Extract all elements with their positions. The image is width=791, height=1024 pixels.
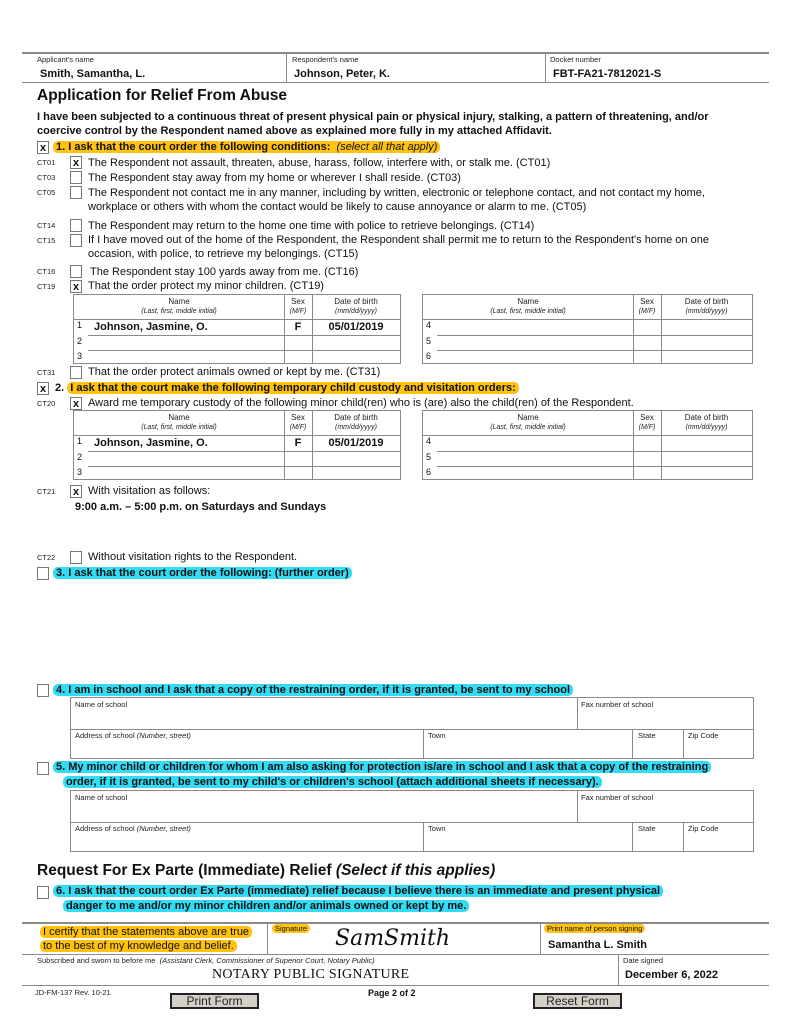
section1-label: 1. I ask that the court order the following conditions:	[56, 141, 331, 153]
ct05-label-line2: workplace or others with whom the contact would be likely to cause annoyance or alarm to me. (CT05)	[88, 201, 587, 213]
signature-field[interactable]: SamSmith	[335, 926, 451, 951]
col-subheader-dob: (mm/dd/yyyy)	[685, 308, 728, 315]
school-town-label: Town	[428, 731, 446, 740]
row-number: 1	[77, 436, 83, 446]
row-number: 2	[77, 336, 83, 346]
section5-school-town-field[interactable]	[424, 832, 632, 852]
ct21-label: With visitation as follows:	[88, 485, 211, 497]
ct31-label: That the order protect animals owned or kept by me. (CT31)	[88, 366, 381, 378]
section1-heading	[53, 140, 440, 154]
ct05-checkbox[interactable]	[70, 186, 82, 199]
row-number: 6	[426, 467, 432, 477]
row-divider	[423, 435, 752, 436]
ct16-label: The Respondent stay 100 yards away from me. (CT16)	[90, 266, 359, 278]
ex-parte-heading	[37, 862, 495, 880]
section3-heading	[53, 566, 352, 580]
school-name-label: Name of school	[75, 793, 128, 802]
section2-number: 2.	[55, 382, 65, 394]
header-divider	[286, 53, 287, 82]
row-divider	[88, 335, 400, 336]
date-signed-field[interactable]: December 6, 2022	[625, 969, 718, 981]
date-signed-label: Date signed	[623, 956, 664, 965]
row-divider	[423, 319, 752, 320]
ct19-child-1-sex-field[interactable]: F	[294, 321, 302, 333]
intro-text-line2: coercive control by the Respondent named above as explained more fully in my attached Affidavit.	[37, 125, 552, 137]
section4-school-fax-field[interactable]	[578, 708, 754, 728]
section5-school-table	[70, 790, 754, 852]
section4-school-town-field[interactable]	[424, 739, 632, 759]
section2-checkbox[interactable]: x	[37, 382, 49, 395]
row-divider	[88, 466, 400, 467]
section4-school-state-field[interactable]	[633, 739, 683, 759]
section5-label-line1: 5. My minor child or children for whom I am also asking for protection is/are in school and I ask that a copy of the restraining	[53, 761, 711, 773]
ct19-child-1-name-field[interactable]: Johnson, Jasmine, O.	[94, 321, 208, 333]
school-zip-label: Zip Code	[688, 731, 719, 740]
col-header-sex: Sex	[640, 297, 654, 306]
code-ct21: CT21	[37, 487, 56, 496]
col-header-dob: Date of birth	[684, 297, 729, 306]
header-bottom-rule	[22, 82, 769, 83]
row-divider	[71, 729, 753, 730]
school-fax-label: Fax number of school	[581, 700, 654, 709]
ct15-label-line1: If I have moved out of the home of the Respondent, the Respondent shall permit me to return to the Respondent's home on one	[88, 234, 709, 246]
section5-checkbox[interactable]	[37, 762, 49, 775]
row-number: 6	[426, 351, 432, 361]
signature-mid-rule	[22, 954, 769, 955]
section5-school-state-field[interactable]	[633, 832, 683, 852]
ct20-child-1-name-field[interactable]: Johnson, Jasmine, O.	[94, 437, 208, 449]
section5-heading-line1	[53, 760, 711, 774]
section4-label: 4. I am in school and I ask that a copy of the restraining order, if it is granted, be sent to my school	[53, 684, 573, 696]
col-subheader-sex: (M/F)	[638, 308, 656, 315]
row-divider	[71, 822, 753, 823]
col-subheader-sex: (M/F)	[638, 424, 656, 431]
header-divider	[545, 53, 546, 82]
school-zip-label: Zip Code	[688, 824, 719, 833]
row-number: 4	[426, 320, 432, 330]
col-subheader-dob: (mm/dd/yyyy)	[335, 308, 377, 315]
ct15-label-line2: occasion, with police, to retrieve my belongings. (CT15)	[88, 248, 359, 260]
print-name-label: Print name of person signing	[544, 924, 645, 933]
ct19-checkbox[interactable]: x	[70, 280, 82, 293]
section1-checkbox[interactable]: x	[37, 141, 49, 154]
section6-label-line1: 6. I ask that the court order Ex Parte (immediate) relief because I believe there is an immediate and present physical	[53, 885, 663, 897]
col-header-sex: Sex	[291, 413, 305, 422]
row-number: 2	[77, 452, 83, 462]
row-number: 3	[77, 467, 83, 477]
school-name-label: Name of school	[75, 700, 128, 709]
col-subheader-sex: (M/F)	[289, 308, 307, 315]
docket-label: Docket number	[550, 55, 601, 64]
section2-heading	[55, 381, 519, 395]
row-divider	[437, 466, 752, 467]
code-ct14: CT14	[37, 221, 56, 230]
sworn-label-text: Subscribed and sworn to before me	[37, 956, 156, 965]
ct31-checkbox[interactable]	[70, 366, 82, 379]
section6-checkbox[interactable]	[37, 886, 49, 899]
col-subheader-name: (Last, first, middle initial)	[490, 308, 566, 315]
section5-heading-line2	[63, 775, 602, 789]
print-name-label-wrap	[544, 924, 645, 933]
ex-parte-heading-hint: (Select if this applies)	[335, 862, 496, 879]
section5-school-zip-field[interactable]	[684, 832, 754, 852]
section6-heading-line2	[63, 899, 469, 913]
col-header-name: Name	[517, 413, 539, 422]
intro-text-line1: I have been subjected to a continuous threat of present physical pain or physical injury, stalking, a pattern of threatening, and/or	[37, 111, 709, 123]
ct05-label-line1: The Respondent not contact me in any manner, including by written, electronic or telephone contact, and not contact my home,	[88, 187, 705, 199]
row-divider	[88, 451, 400, 452]
col-header-dob: Date of birth	[334, 297, 378, 306]
row-divider	[437, 335, 752, 336]
page-title: Application for Relief From Abuse	[37, 87, 288, 104]
certify-line2: to the best of my knowledge and belief.	[40, 940, 237, 952]
reset-form-button[interactable]: Reset Form	[533, 993, 622, 1009]
ct03-label: The Respondent stay away from my home or wherever I shall reside. (CT03)	[88, 172, 461, 184]
section2-label: I ask that the court make the following temporary child custody and visitation orders:	[67, 382, 519, 394]
col-subheader-dob: (mm/dd/yyyy)	[335, 424, 377, 431]
section4-school-table	[70, 697, 754, 759]
col-header-dob: Date of birth	[684, 413, 729, 422]
row-number: 1	[77, 320, 83, 330]
col-subheader-name: (Last, first, middle initial)	[490, 424, 566, 431]
code-ct03: CT03	[37, 173, 56, 182]
school-state-label: State	[638, 731, 656, 740]
notary-signature-field[interactable]: NOTARY PUBLIC SIGNATURE	[212, 967, 410, 982]
school-state-label: State	[638, 824, 656, 833]
code-ct31: CT31	[37, 368, 56, 377]
col-header-sex: Sex	[640, 413, 654, 422]
header-top-rule	[22, 52, 769, 54]
certify-statement	[40, 925, 252, 953]
col-subheader-name: (Last, first, middle initial)	[141, 424, 217, 431]
row-divider	[437, 350, 752, 351]
applicant-label: Applicant's name	[37, 55, 94, 64]
section4-school-address-field[interactable]	[71, 739, 423, 759]
certify-line1: I certify that the statements above are true	[40, 926, 252, 938]
section4-school-zip-field[interactable]	[684, 739, 754, 759]
col-header-dob: Date of birth	[334, 413, 378, 422]
section4-school-name-field[interactable]	[71, 708, 577, 728]
ct19-children-table-left	[73, 294, 401, 364]
school-town-label: Town	[428, 824, 446, 833]
col-divider	[540, 923, 541, 954]
section5-label-line2: order, if it is granted, be sent to my child's or children's school (attach additional sheets if necessary).	[63, 776, 602, 788]
ct19-label: That the order protect my minor children. (CT19)	[88, 280, 324, 292]
section4-heading	[53, 683, 573, 697]
ct20-children-table-left	[73, 410, 401, 480]
col-divider	[618, 955, 619, 985]
sworn-hint: (Assistant Clerk, Commissioner of Superior Court, Notary Public)	[159, 956, 375, 965]
ct14-label: The Respondent may return to the home one time with police to retrieve belongings. (CT14)	[88, 220, 535, 232]
section6-heading-line1	[53, 884, 663, 898]
ct01-checkbox[interactable]: x	[70, 156, 82, 169]
col-divider	[267, 923, 268, 954]
section1-hint: (select all that apply)	[336, 141, 438, 153]
school-address-hint: (Number, street)	[136, 731, 191, 740]
row-divider	[437, 451, 752, 452]
ct20-child-1-sex-field[interactable]: F	[294, 437, 302, 449]
row-number: 4	[426, 436, 432, 446]
section5-school-fax-field[interactable]	[578, 801, 754, 821]
col-subheader-sex: (M/F)	[289, 424, 307, 431]
ct14-checkbox[interactable]	[70, 219, 82, 232]
signature-label: Signature	[272, 924, 310, 933]
respondent-name-field[interactable]: Johnson, Peter, K.	[294, 68, 390, 80]
section6-label-line2: danger to me and/or my minor children and/or animals owned or kept by me.	[63, 900, 469, 912]
row-divider	[74, 435, 400, 436]
ct01-label: The Respondent not assault, threaten, abuse, harass, follow, interfere with, or stalk me. (CT01)	[88, 157, 551, 169]
signature-bottom-rule	[22, 985, 769, 986]
section4-checkbox[interactable]	[37, 684, 49, 697]
ct15-checkbox[interactable]	[70, 234, 82, 247]
row-divider	[74, 319, 400, 320]
ct22-checkbox[interactable]	[70, 551, 82, 564]
signature-label-wrap	[272, 924, 310, 933]
docket-number-field[interactable]: FBT-FA21-7812021-S	[553, 68, 662, 80]
row-divider	[88, 350, 400, 351]
section3-label: 3. I ask that the court order the following: (further order)	[53, 567, 352, 579]
ex-parte-heading-text: Request For Ex Parte (Immediate) Relief	[37, 862, 332, 879]
col-subheader-name: (Last, first, middle initial)	[141, 308, 217, 315]
section3-checkbox[interactable]	[37, 567, 49, 580]
ct19-children-table-right	[422, 294, 753, 364]
school-fax-label: Fax number of school	[581, 793, 654, 802]
col-header-name: Name	[517, 297, 539, 306]
col-header-name: Name	[168, 413, 190, 422]
ct22-label: Without visitation rights to the Respondent.	[88, 551, 298, 563]
row-number: 5	[426, 336, 432, 346]
code-ct01: CT01	[37, 158, 56, 167]
code-ct19: CT19	[37, 282, 56, 291]
ct20-label: Award me temporary custody of the following minor child(ren) who is (are) also the child(ren) of the Respondent.	[88, 397, 634, 409]
code-ct16: CT16	[37, 267, 56, 276]
school-address-hint: (Number, street)	[136, 824, 191, 833]
signature-top-rule	[22, 922, 769, 924]
print-form-button[interactable]: Print Form	[170, 993, 259, 1009]
ct19-child-1-dob-field[interactable]: 05/01/2019	[328, 321, 384, 333]
code-ct20: CT20	[37, 399, 56, 408]
form-id: JD-FM-137 Rev. 10-21	[35, 988, 111, 997]
code-ct05: CT05	[37, 188, 56, 197]
ct20-child-1-dob-field[interactable]: 05/01/2019	[328, 437, 384, 449]
code-ct22: CT22	[37, 553, 56, 562]
ct21-checkbox[interactable]: x	[70, 485, 82, 498]
school-address-label: Address of school	[75, 824, 135, 833]
ct20-checkbox[interactable]: x	[70, 397, 82, 410]
print-name-field[interactable]: Samantha L. Smith	[548, 939, 648, 951]
ct20-children-table-right	[422, 410, 753, 480]
section5-school-name-field[interactable]	[71, 801, 577, 821]
ct16-checkbox[interactable]	[70, 265, 82, 278]
sworn-label	[37, 956, 375, 965]
visitation-schedule-field[interactable]: 9:00 a.m. – 5:00 p.m. on Saturdays and Sundays	[75, 501, 327, 513]
section5-school-address-field[interactable]	[71, 832, 423, 852]
col-header-name: Name	[168, 297, 190, 306]
ct03-checkbox[interactable]	[70, 171, 82, 184]
respondent-label: Respondent's name	[292, 55, 359, 64]
col-header-sex: Sex	[291, 297, 305, 306]
row-number: 5	[426, 452, 432, 462]
school-address-label: Address of school	[75, 731, 135, 740]
code-ct15: CT15	[37, 236, 56, 245]
page-number: Page 2 of 2	[368, 988, 416, 998]
further-order-textarea[interactable]	[70, 584, 750, 679]
col-subheader-dob: (mm/dd/yyyy)	[685, 424, 728, 431]
applicant-name-field[interactable]: Smith, Samantha, L.	[40, 68, 146, 80]
row-number: 3	[77, 351, 83, 361]
